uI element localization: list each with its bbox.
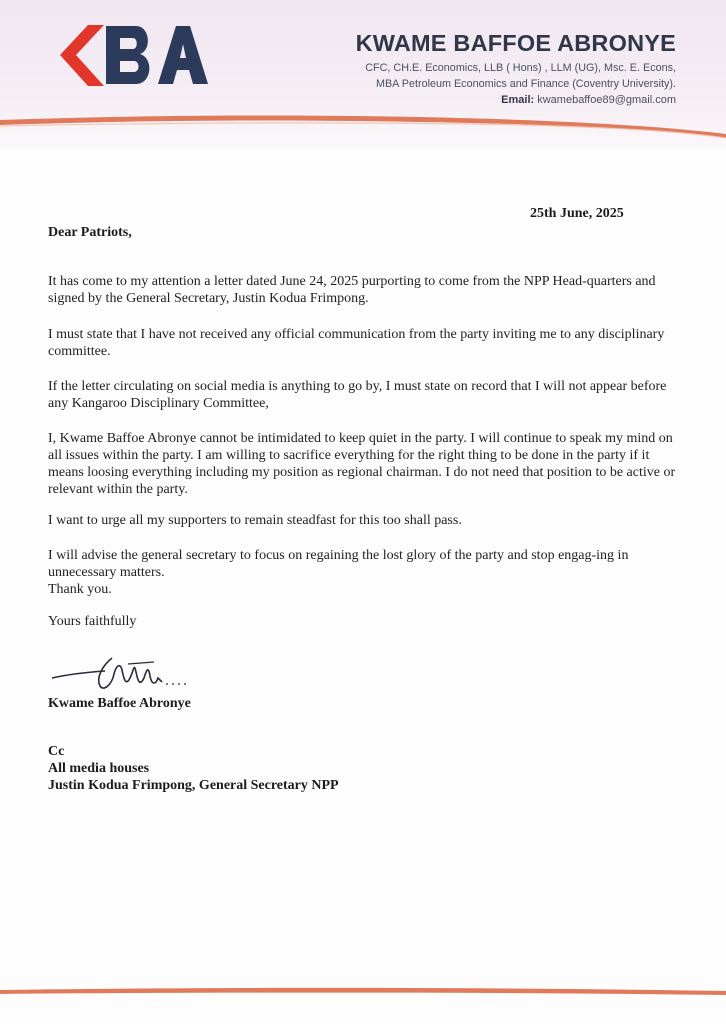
thanks-line: Thank you. [48,582,112,597]
salutation: Dear Patriots, [48,225,132,240]
footer-accent-line [0,982,726,998]
credentials-line-1: CFC, CH.E. Economics, LLB ( Hons) , LLM (UG), Msc. E. Econs, [365,62,676,74]
signatory-name: Kwame Baffoe Abronye [48,696,191,711]
letterhead-name: KWAME BAFFOE ABRONYE [355,30,676,56]
letter-date: 25th June, 2025 [530,206,624,221]
paragraph-3: If the letter circulating on social media is anything to go by, I must state on record that I will not appear before any Kangaroo Disciplinary Committee, [48,379,667,411]
cc-label: Cc [48,744,65,759]
email-label: Email: [501,94,535,106]
paragraph-1: It has come to my attention a letter dated June 24, 2025 purporting to come from the NPP Head-quarters and signed by the General Secretary, Justin Kodua Frimpong. [48,274,656,306]
cc-item: All media houses [48,761,150,776]
letterhead [0,0,726,150]
email-address: kwamebaffoe89@gmail.com [537,94,676,106]
credentials-line-2: MBA Petroleum Economics and Finance (Coventry University). [375,78,676,90]
paragraph-6: I will advise the general secretary to focus on regaining the lost glory of the party and stop engag-ing in unnecessary matters. [48,548,629,580]
closing-line: Yours faithfully [48,614,137,629]
paragraph-4: I, Kwame Baffoe Abronye cannot be intimidated to keep quiet in the party. I will continue to speak my mind on all issues within the party. I am willing to sacrifice everything for the right thing to be done in the party if it means loosing everything including my position as regional chairman. I do not need that position to be active or relevant within the party. [48,431,676,497]
paragraph-2: I must state that I have not received any official communication from the party inviting me to any disciplinary committee. [48,327,665,359]
letterhead-swoosh [0,100,726,140]
handwritten-signature [50,648,200,698]
paragraph-5: I want to urge all my supporters to remain steadfast for this too shall pass. [48,513,462,528]
cc-item: Justin Kodua Frimpong, General Secretary NPP [48,778,339,793]
kba-logo [58,20,208,90]
